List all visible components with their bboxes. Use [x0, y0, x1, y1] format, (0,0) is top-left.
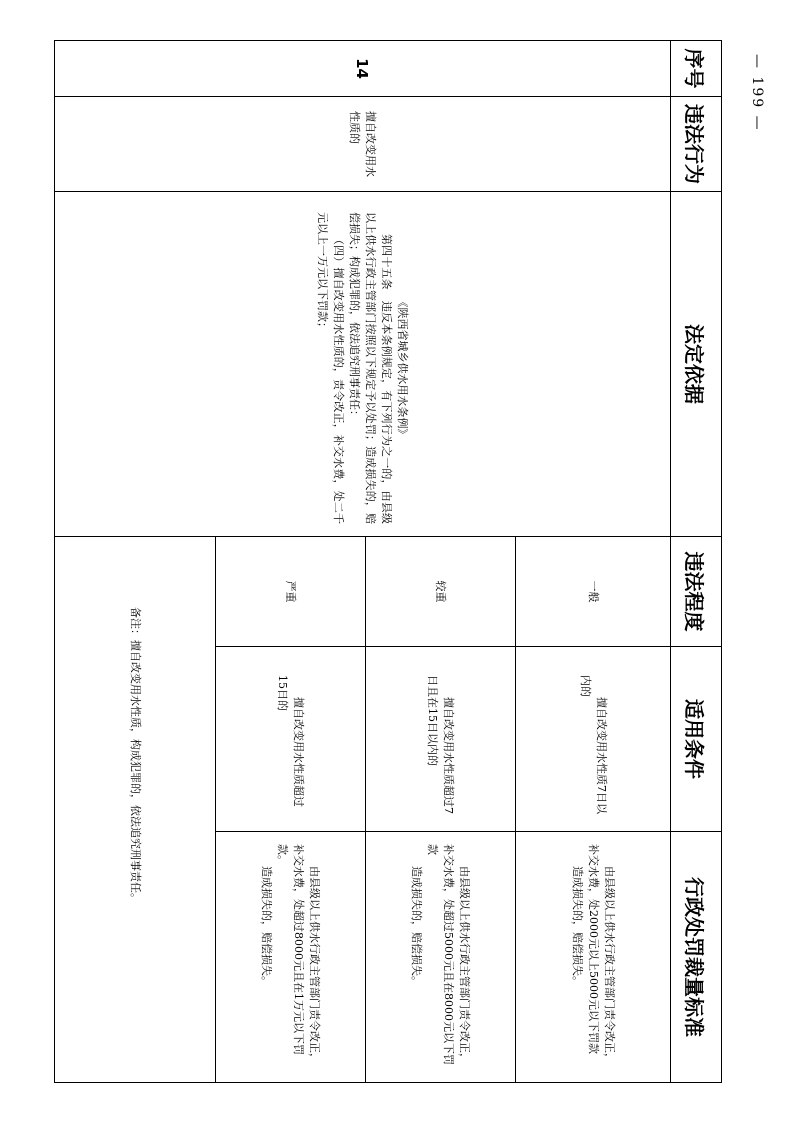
header-act: 违法行为: [671, 97, 722, 192]
condition-severe-text: 擅自改变用水性质超过15日的: [276, 675, 306, 807]
basis-article: 第四十五条 违反本条例规定，有下列行为之一的，由县级以上供水行政主管部门按照以下规定予以处罚；造成损失的，赔偿损失；构成犯罪的，依法追究刑事责任：: [348, 212, 394, 524]
note-cell: 备注：擅自改变用水性质，构成犯罪的，依法追究刑事责任。: [55, 537, 216, 1083]
standard-serious-loss: 造成损失的，赔偿损失。: [410, 866, 424, 987]
header-basis: 法定依据: [671, 192, 722, 537]
rotated-page: [56, 40, 722, 1082]
standard-serious: [366, 832, 516, 1083]
seq-cell: 14: [55, 41, 671, 97]
standard-general: [516, 832, 671, 1083]
penalty-table: [54, 40, 722, 1083]
degree-serious: 较重: [366, 537, 516, 647]
condition-serious: [366, 647, 516, 832]
header-row: [671, 41, 722, 1083]
standard-severe: [216, 832, 366, 1083]
condition-serious-text: 擅自改变用水性质超过7日且在15日以内的: [426, 675, 456, 814]
standard-severe-text: 由县级以上供水行政主管部门责令改正，补交水费，处超过8000元且在1万元以下罚款。: [276, 844, 322, 1064]
header-degree: 违法程度: [671, 537, 722, 647]
basis-title: 《陕西省城乡供水用水条例》: [396, 296, 410, 440]
basis-cell: [55, 192, 671, 537]
condition-general: [516, 647, 671, 832]
table-row: [516, 41, 671, 1083]
standard-general-text: 由县级以上供水行政主管部门责令改正，补交水费，处2000元以上5000元以下罚款: [587, 844, 616, 1064]
standard-serious-text: 由县级以上供水行政主管部门责令改正，补交水费，处超过5000元且在8000元以下罚款: [426, 844, 472, 1065]
act-cell: 擅自改变用水性质的: [55, 97, 671, 192]
condition-general-text: 擅自改变用水性质7日以内的: [579, 675, 608, 814]
standard-general-loss: 造成损失的，赔偿损失。: [571, 866, 584, 987]
page-number: — 199 —: [749, 54, 765, 132]
standard-severe-loss: 造成损失的，赔偿损失。: [260, 866, 274, 987]
degree-severe: 严重: [216, 537, 366, 647]
basis-item: （四）擅自改变用水性质的，责令改正，补交水费，处二千元以上一万元以下罚款；: [316, 212, 346, 524]
header-condition: 适用条件: [671, 647, 722, 832]
header-standard: 行政处罚裁量标准: [671, 832, 722, 1083]
degree-general: 一般: [516, 537, 671, 647]
header-seq: 序号: [671, 41, 722, 97]
condition-severe: [216, 647, 366, 832]
